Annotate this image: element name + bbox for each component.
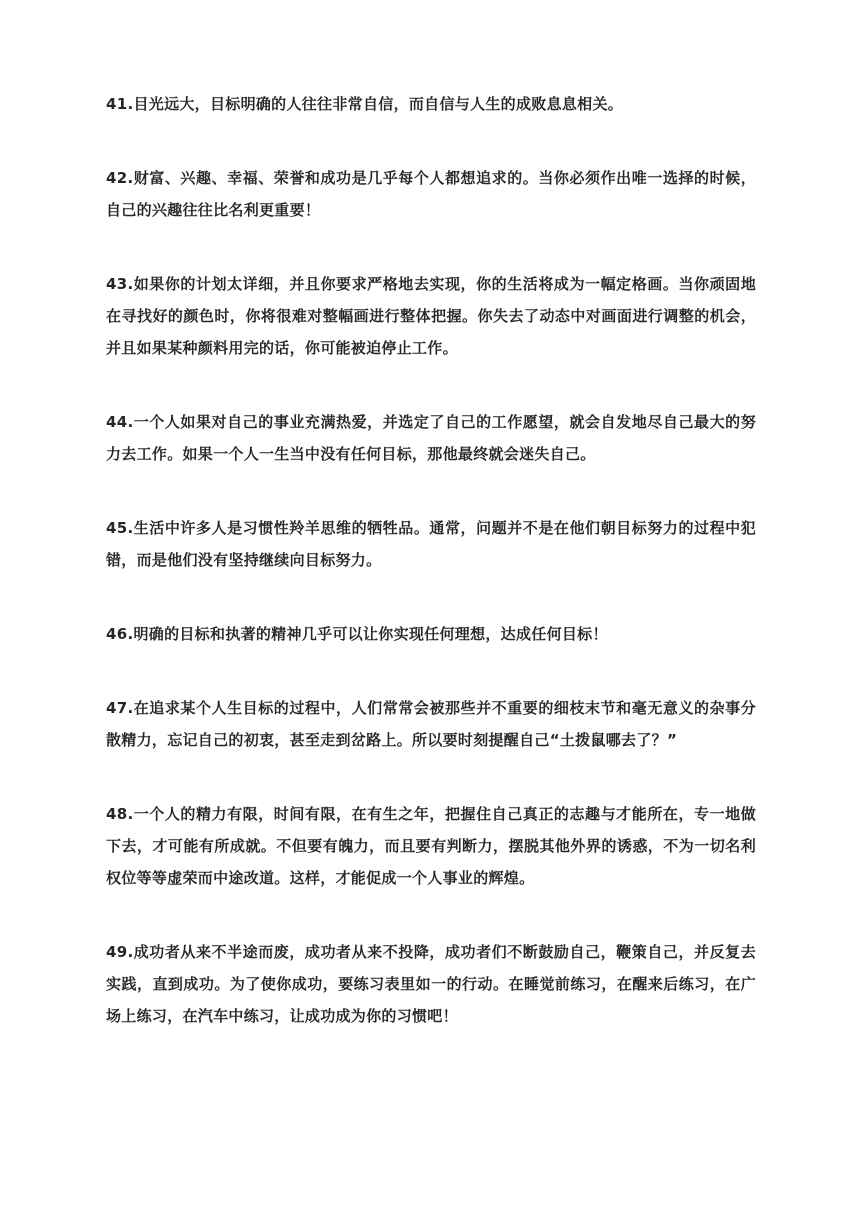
paragraph-43: 43.如果你的计划太详细，并且你要求严格地去实现，你的生活将成为一幅定格画。当你顽固地在寻找好的颜色时，你将很难对整幅画进行整体把握。你失去了动态中对画面进行调整的机会，并且如果某种颜料用完的话，你可能被迫停止工作。 [106, 275, 756, 357]
paragraph-42: 42.财富、兴趣、幸福、荣誉和成功是几乎每个人都想追求的。当你必须作出唯一选择的时候，自己的兴趣往往比名利更重要！ [106, 169, 756, 219]
paragraph-46: 46.明确的目标和执著的精神几乎可以让你实现任何理想，达成任何目标！ [106, 625, 608, 643]
paragraph-48: 48.一个人的精力有限，时间有限，在有生之年，把握住自己真正的志趣与才能所在，专一地做下去，才可能有所成就。不但要有魄力，而且要有判断力，摆脱其他外界的诱惑，不为一切名利权位等等虚荣而中途改道。这样，才能促成一个人事业的辉煌。 [106, 805, 756, 887]
document-body [106, 88, 756, 1074]
paragraph-41: 41.目光远大，目标明确的人往往非常自信，而自信与人生的成败息息相关。 [106, 95, 624, 113]
paragraph-49: 49.成功者从来不半途而废，成功者从来不投降，成功者们不断鼓励自己，鞭策自己，并反复去实践，直到成功。为了使你成功，要练习表里如一的行动。在睡觉前练习，在醒来后练习，在广场上练习，在汽车中练习，让成功成为你的习惯吧！ [106, 943, 756, 1025]
paragraph-47: 47.在追求某个人生目标的过程中，人们常常会被那些并不重要的细枝末节和毫无意义的杂事分散精力，忘记自己的初衷，甚至走到岔路上。所以要时刻提醒自己“土拨鼠哪去了？” [106, 699, 756, 749]
paragraph-45: 45.生活中许多人是习惯性羚羊思维的牺牲品。通常，问题并不是在他们朝目标努力的过程中犯错，而是他们没有坚持继续向目标努力。 [106, 519, 756, 569]
paragraph-44: 44.一个人如果对自己的事业充满热爱，并选定了自己的工作愿望，就会自发地尽自己最大的努力去工作。如果一个人一生当中没有任何目标，那他最终就会迷失自己。 [106, 413, 756, 463]
